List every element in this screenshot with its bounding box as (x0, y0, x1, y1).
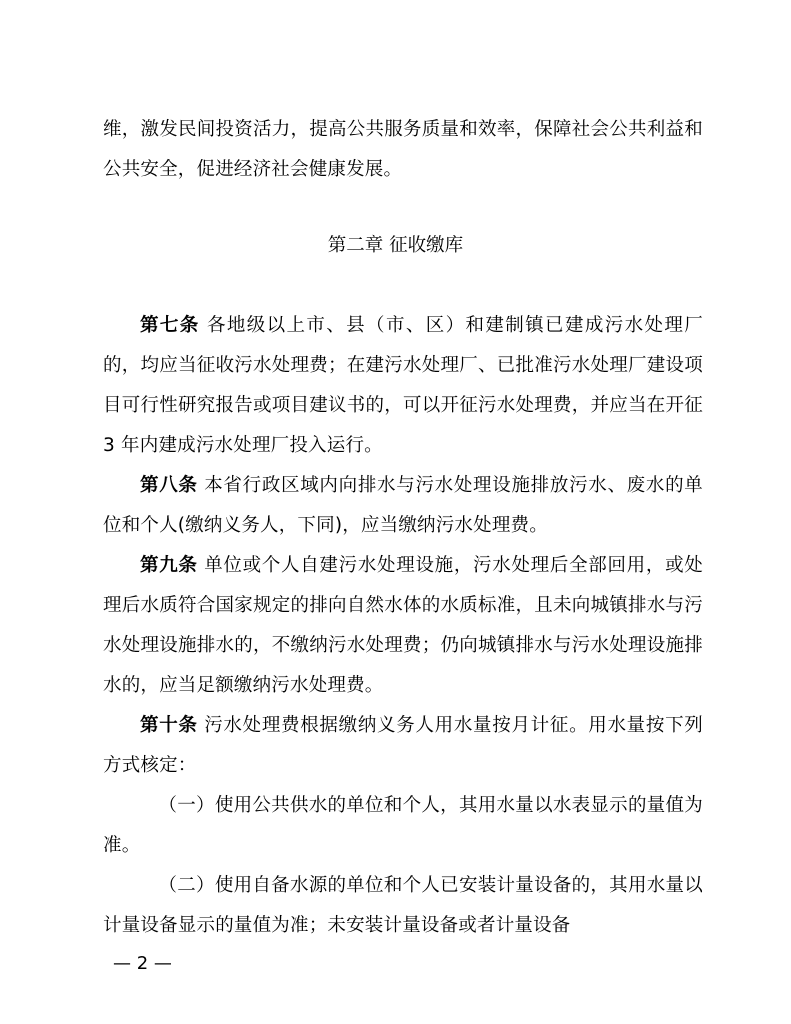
article-label: 第八条 (140, 475, 198, 496)
article-text: 各地级以上市、县（市、区）和建制镇已建成污水处理厂的，均应当征收污水处理费；在建污水处理厂、已批准污水处理厂建设项目可行性研究报告或项目建议书的，可以开征污水处理费，并应当在开征 3 年内建成污水处理厂投入运行。 (103, 315, 703, 456)
article-nine (103, 546, 703, 706)
article-label: 第十条 (140, 715, 198, 736)
chapter-title: 第二章 征收缴库 (327, 235, 464, 256)
list-item: （一）使用公共供水的单位和个人，其用水量以水表显示的量值为准。 (103, 795, 703, 856)
article-text: 单位或个人自建污水处理设施，污水处理后全部回用，或处理后水质符合国家规定的排向自然水体的水质标准，且未向城镇排水与污水处理设施排水的，不缴纳污水处理费；仍向城镇排水与污水处理设施排水的，应当足额缴纳污水处理费。 (103, 555, 703, 696)
intro-text: 维，激发民间投资活力，提高公共服务质量和效率，保障社会公共利益和公共安全，促进经济社会健康发展。 (103, 119, 703, 180)
article-text: 本省行政区域内向排水与污水处理设施排放污水、废水的单位和个人(缴纳义务人，下同)，应当缴纳污水处理费。 (103, 475, 703, 536)
list-item: （二）使用自备水源的单位和个人已安装计量设备的，其用水量以计量设备显示的量值为准；未安装计量设备或者计量设备 (103, 875, 703, 936)
article-label: 第九条 (140, 555, 198, 576)
article-seven (103, 306, 703, 466)
articles-section (103, 306, 703, 946)
page-number: — 2 — (113, 953, 172, 974)
intro-paragraph (103, 110, 703, 190)
article-text: 污水处理费根据缴纳义务人用水量按月计征。用水量按下列方式核定： (103, 715, 703, 776)
article-eight (103, 466, 703, 546)
article-label: 第七条 (140, 315, 200, 336)
article-ten (103, 706, 703, 786)
